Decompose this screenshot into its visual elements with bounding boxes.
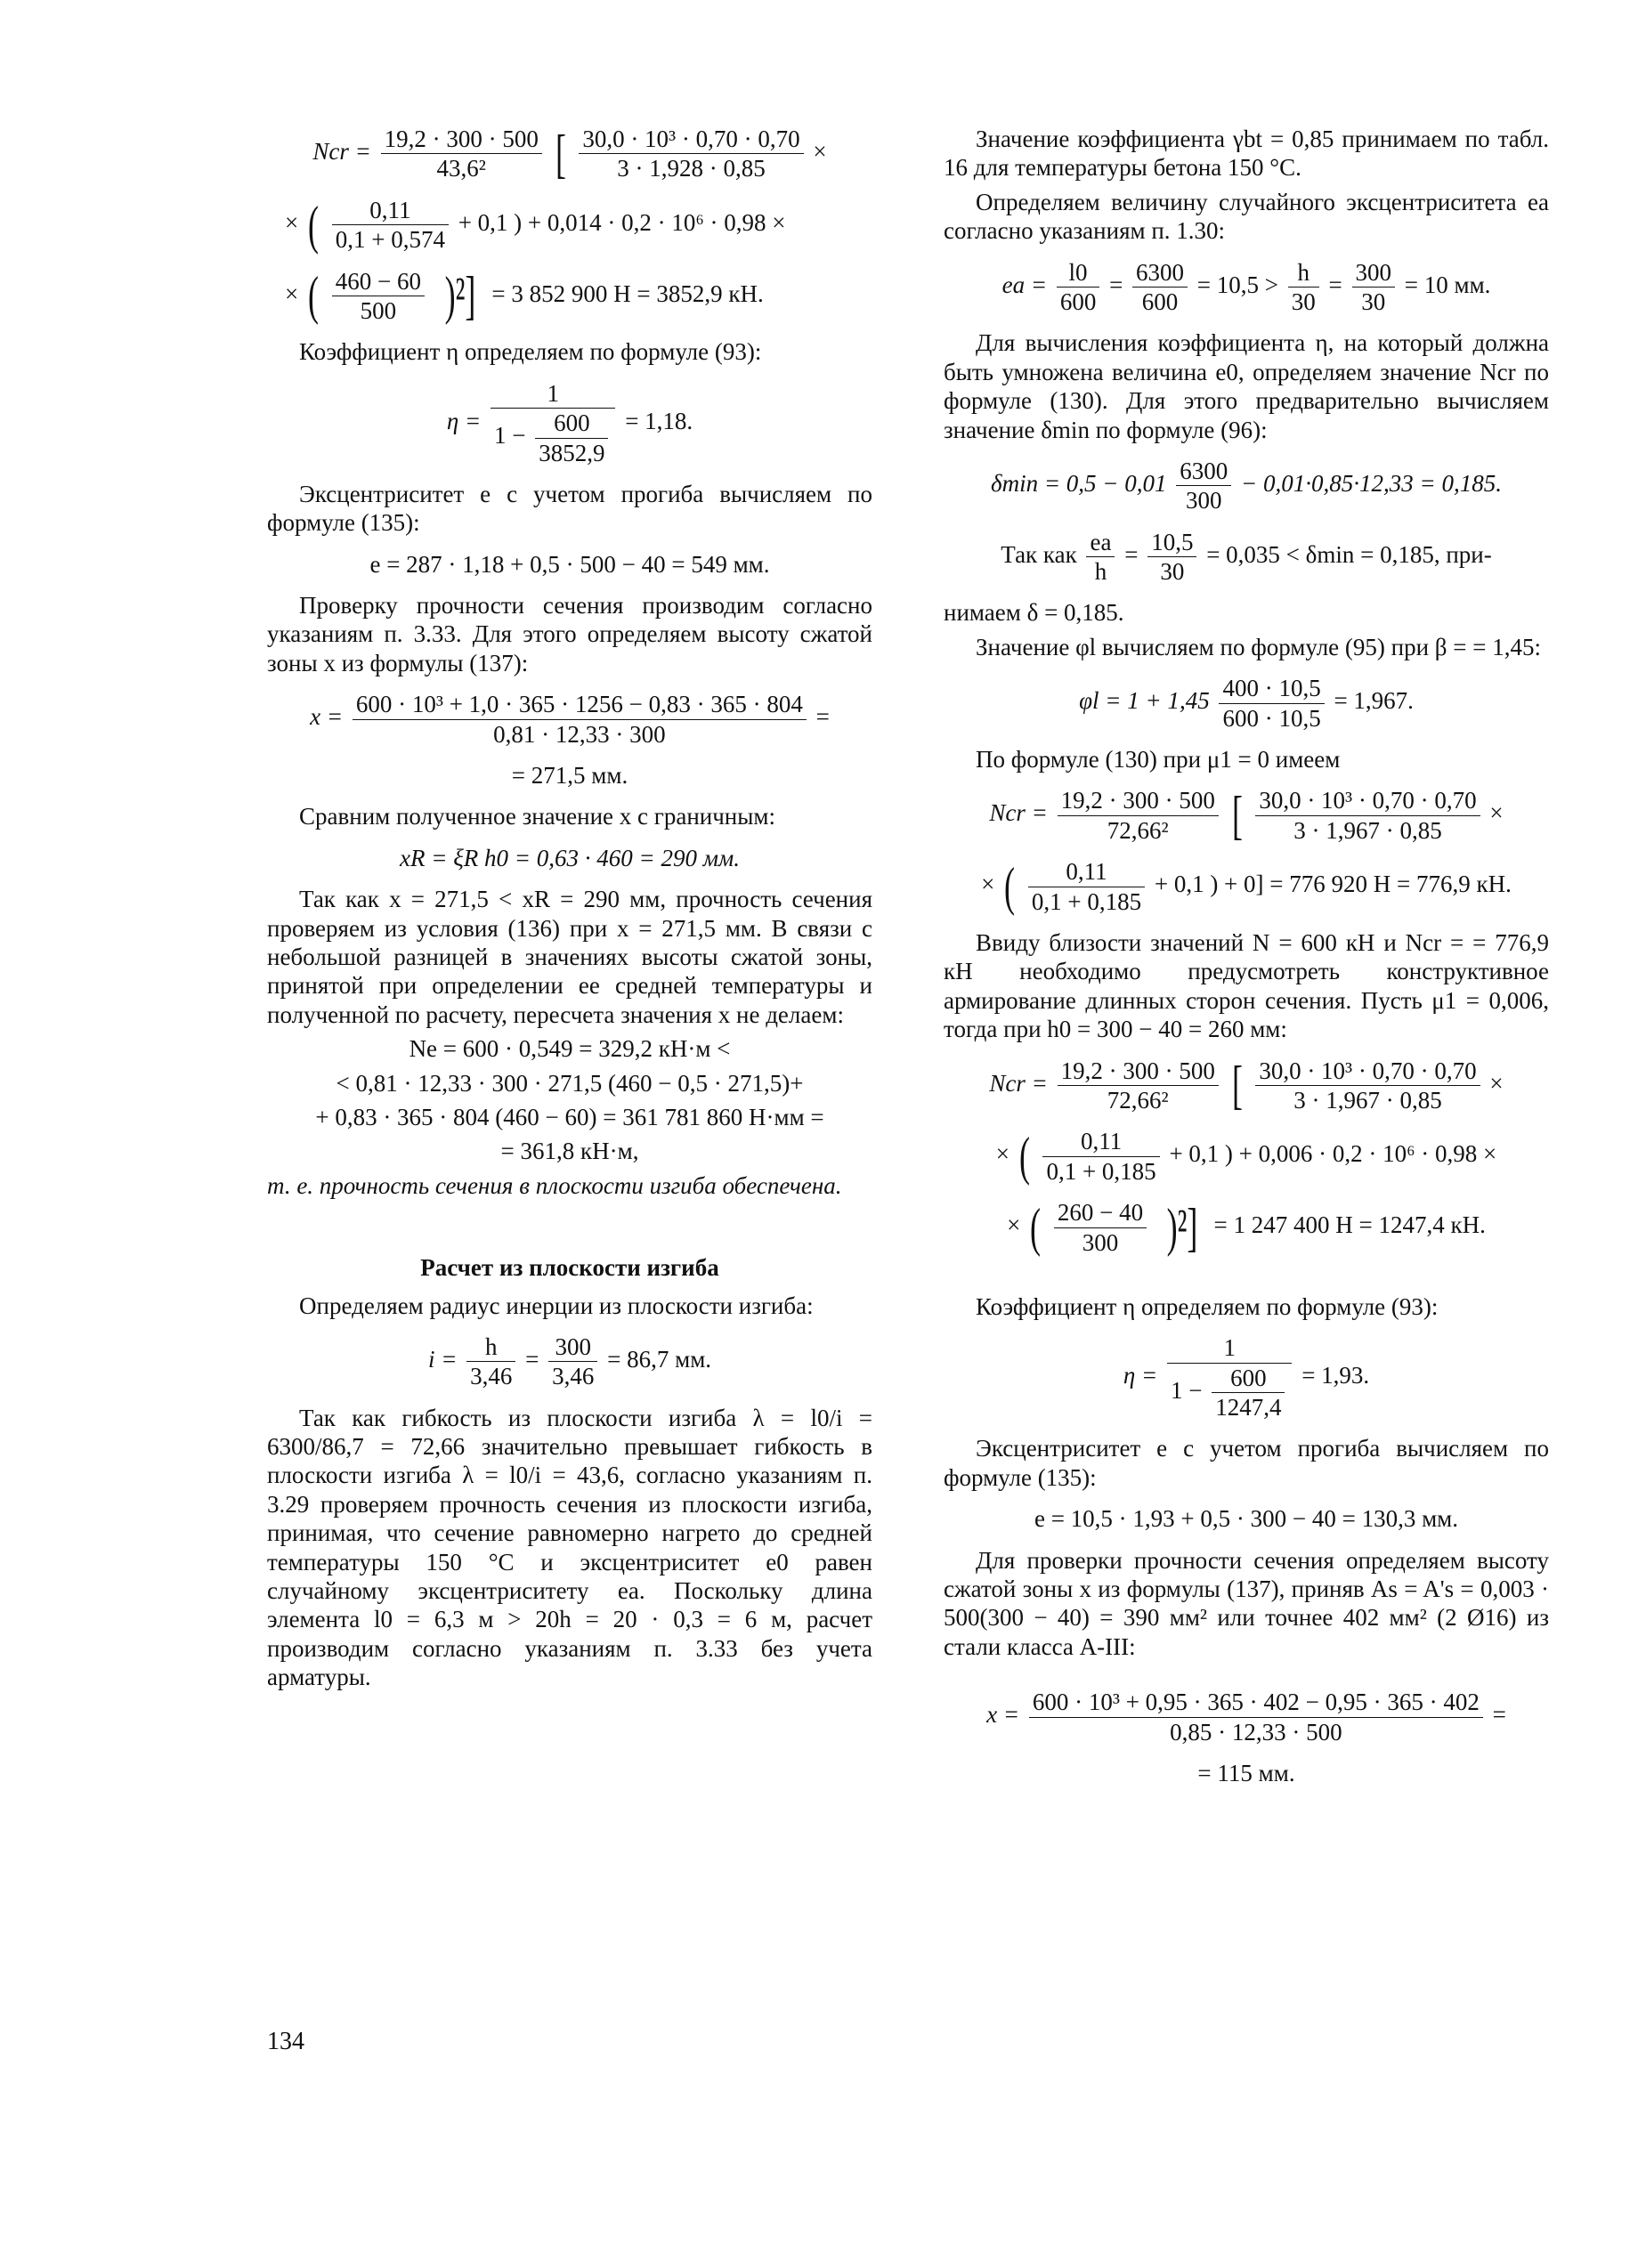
paragraph-phi: Значение φl вычисляем по формуле (95) при β = = 1,45:: [976, 633, 1541, 660]
paragraph-check: Проверку прочности сечения производим согласно указаниям п. 3.33. Для этого определяем высоту сжатой зоны x из формулы (137):: [267, 592, 872, 676]
left-column: [267, 125, 872, 1697]
fraction-denominator: 300: [1186, 487, 1222, 514]
fraction-denominator: 0,1 + 0,574: [335, 226, 445, 254]
equation-rest: + 0,1 ) + 0,014 · 0,2 · 10⁶ · 0,98 ×: [458, 208, 786, 236]
fraction: [332, 267, 425, 326]
fraction-denominator: 3 · 1,967 · 0,85: [1293, 1086, 1442, 1114]
equation-rhs: = 1,967.: [1334, 687, 1414, 715]
bracket: (: [1004, 857, 1016, 917]
fraction: [332, 196, 449, 255]
fraction-numerator: 600: [1212, 1364, 1285, 1393]
paragraph-since: Так как x = 271,5 < xR = 290 мм, прочность сечения проверяем из условия (136) при x = 271,5 мм. В связи с небольшой разницей в значениях высоты сжатой зоны, принятой при определении ее средней температуры и полученной по расчету, пересчета значения x не делаем:: [267, 886, 872, 1028]
paragraph-eccentricity: Эксцентриситет e с учетом прогиба вычисляем по формуле (135):: [267, 480, 872, 537]
fraction: [1255, 786, 1480, 845]
equation-ne-1: Ne = 600 · 0,549 = 329,2 кН·м <: [409, 1035, 731, 1063]
paragraph-eta-intro: Для вычисления коэффициента η, на который должна быть умножена величина e0, определяем значение Ncr по формуле (130). Для этого предварительно вычисляем значение δmin по формуле (96):: [944, 329, 1549, 443]
fraction-numerator: 30,0 · 10³ · 0,70 · 0,70: [1255, 1057, 1480, 1086]
equation-phi: [944, 674, 1549, 733]
equation-lhs: Ncr =: [312, 138, 371, 166]
fraction: [1212, 1364, 1285, 1422]
equation-e-2: e = 10,5 · 1,93 + 0,5 · 300 − 40 = 130,3 мм.: [1034, 1505, 1459, 1533]
equation-tail: ×: [1489, 1069, 1504, 1097]
fraction-denominator: 0,85 · 12,33 · 500: [1170, 1718, 1342, 1746]
fraction-numerator: 6300: [1176, 457, 1231, 486]
fraction-denominator: 3,46: [470, 1363, 513, 1390]
fraction-numerator: 19,2 · 300 · 500: [1058, 1057, 1219, 1086]
paragraph-close-values: Ввиду близости значений N = 600 кН и Ncr = = 776,9 кН необходимо предусмотреть конструктивное армирование длинных сторон сечения. Пусть μ1 = 0,006, тогда при h0 = 300 − 40 = 260 мм:: [944, 928, 1549, 1043]
fraction: [1054, 1198, 1147, 1257]
paragraph-radius: Определяем радиус инерции из плоскости изгиба:: [299, 1292, 814, 1319]
fraction-numerator: 600 · 10³ + 1,0 · 365 · 1256 − 0,83 · 365 · 804: [353, 690, 807, 719]
bracket: (: [307, 195, 319, 255]
equation-ncr-3-line2: × ( $\frac{0,11}{0,1 + 0,185}$ + 0,1 ) + 0,006 · 0,2 · 10⁶ · 0,98 ×: [995, 1127, 1497, 1187]
fraction-denominator: 3852,9: [539, 439, 605, 466]
fraction-numerator: 460 − 60: [332, 267, 425, 296]
fraction-numerator: 600 · 10³ + 0,95 · 365 · 402 − 0,95 · 365 · 402: [1029, 1688, 1483, 1717]
equation-ne-3: + 0,83 · 365 · 804 (460 − 60) = 361 781 860 Н·мм =: [315, 1103, 824, 1130]
equation-lhs: i =: [427, 1345, 458, 1373]
equation-x: [267, 690, 872, 749]
bracket: )²]: [444, 266, 476, 326]
fraction-denominator: 72,66²: [1107, 816, 1169, 844]
fraction-numerator: 0,11: [1028, 857, 1145, 887]
equation-rhs: = 86,7 мм.: [607, 1345, 712, 1373]
right-column: [944, 125, 1549, 1800]
equation-rest: = 3 852 900 Н = 3852,9 кН.: [491, 279, 764, 307]
equation-ne-4: = 361,8 кН·м,: [500, 1138, 639, 1165]
fraction: [381, 125, 542, 183]
equation-lhs: η =: [1123, 1362, 1158, 1389]
fraction: [491, 379, 615, 467]
equation-rest: + 0,1 ) + 0] = 776 920 Н = 776,9 кН.: [1154, 871, 1512, 898]
fraction-numerator: 1: [1167, 1333, 1292, 1363]
fraction-denominator: 30: [1291, 288, 1316, 315]
fraction-numerator: h: [466, 1332, 515, 1362]
equation-x-2: [944, 1688, 1549, 1746]
denominator-part: 1 −: [1170, 1376, 1203, 1404]
fraction: [1057, 258, 1100, 317]
equation-rhs: − 0,01·0,85·12,33 = 0,185.: [1241, 470, 1502, 497]
fraction-denominator: h: [1094, 558, 1107, 586]
equation-rhs: = 10 мм.: [1404, 271, 1491, 298]
fraction: [1058, 786, 1219, 845]
fraction-denominator: 1247,4: [1215, 1394, 1282, 1422]
fraction-numerator: 6300: [1132, 258, 1188, 288]
fraction-numerator: 30,0 · 10³ · 0,70 · 0,70: [1255, 786, 1480, 815]
fraction-numerator: 300: [548, 1332, 597, 1362]
bracket: (: [307, 266, 319, 326]
equation-x-2-result: = 115 мм.: [1197, 1759, 1295, 1786]
equation-since: Так как $\frac{ea}{h}$ = $\frac{10,5}{30}$ = 0,035 < δmin = 0,185, при-: [1001, 528, 1492, 586]
fraction: [1352, 258, 1396, 317]
bracket: [: [1231, 786, 1243, 846]
paragraph-ok: т. е. прочность сечения в плоскости изгиба обеспечена.: [267, 1171, 842, 1199]
equation-lhs: η =: [446, 407, 482, 434]
equation-lhs: Ncr =: [989, 1069, 1048, 1097]
equation-lhs: Ncr =: [989, 799, 1048, 827]
equation-ncr-3-line3: × ( $\frac{260 - 40}{300}$ )²] = 1 247 400 Н = 1247,4 кН.: [1007, 1198, 1486, 1257]
paragraph-mu0: По формуле (130) при μ1 = 0 имеем: [976, 746, 1341, 774]
equation-ea: ea = $\frac{l0}{600}$ = $\frac{6300}{600}$ = 10,5 > $\frac{h}{30}$ = $\frac{300}{30}$ = 10 мм.: [1001, 258, 1491, 315]
fraction: [1029, 1688, 1483, 1746]
bracket: (: [1030, 1198, 1042, 1257]
paragraph-compare: Сравним полученное значение x с граничным:: [299, 803, 775, 830]
fraction: [353, 690, 807, 749]
fraction-denominator: 600: [1059, 288, 1097, 315]
fraction: [579, 125, 803, 183]
equation-i: i = $\frac{h}{3,46}$ = $\frac{300}{3,46}$ = 86,7 мм.: [427, 1332, 712, 1390]
fraction-denominator: 600: [1141, 288, 1179, 315]
fraction-denominator: 0,81 · 12,33 · 300: [493, 720, 666, 748]
fraction-numerator: 260 − 40: [1054, 1198, 1147, 1227]
equation-rest: = 1 247 400 Н = 1247,4 кН.: [1213, 1211, 1486, 1239]
fraction: [1219, 674, 1324, 733]
fraction: [548, 1332, 597, 1391]
fraction: [1255, 1057, 1480, 1115]
fraction-numerator: 30,0 · 10³ · 0,70 · 0,70: [579, 125, 803, 154]
equation-lhs: x =: [986, 1701, 1020, 1729]
fraction-numerator: 19,2 · 300 · 500: [381, 125, 542, 154]
equation-eta-2: [944, 1333, 1549, 1422]
fraction: [1058, 1057, 1219, 1115]
equation-lhs: ea =: [1001, 271, 1048, 298]
fraction-denominator: 3 · 1,967 · 0,85: [1293, 816, 1442, 844]
equation-eta: [267, 379, 872, 467]
paragraph-ea: Определяем величину случайного эксцентриситета ea согласно указаниям п. 1.30:: [944, 188, 1549, 245]
equation-ncr-2: [944, 786, 1549, 845]
fraction: [1288, 258, 1319, 317]
bracket: [: [1231, 1056, 1243, 1115]
equation-x-result: = 271,5 мм.: [511, 762, 628, 790]
fraction-numerator: 19,2 · 300 · 500: [1058, 786, 1219, 815]
section-heading: Расчет из плоскости изгиба: [420, 1254, 719, 1282]
equation-tail: ×: [1489, 799, 1504, 827]
fraction-numerator: 0,11: [332, 196, 449, 225]
fraction: [1147, 528, 1196, 587]
fraction: [535, 409, 608, 467]
equation-tail: ×: [813, 138, 827, 166]
equation-mid: = 10,5 >: [1196, 271, 1279, 298]
paragraph-eta-2: Коэффициент η определяем по формуле (93):: [976, 1292, 1439, 1320]
fraction: [1086, 528, 1115, 587]
fraction-denominator: 500: [360, 296, 397, 324]
paragraph-eccentricity-2: Эксцентриситет e с учетом прогиба вычисляем по формуле (135):: [944, 1435, 1549, 1491]
equation-ncr-1: [267, 125, 872, 183]
fraction-denominator: 72,66²: [1107, 1086, 1169, 1114]
equation-ne-2: < 0,81 · 12,33 · 300 · 271,5 (460 − 0,5 · 271,5)+: [336, 1069, 804, 1097]
equation-ncr-1-line3: × ( $\frac{460 - 60}{500}$ )²] = 3 852 900 Н = 3852,9 кН.: [285, 266, 764, 326]
paragraph-eta: Коэффициент η определяем по формуле (93):: [299, 338, 762, 366]
fraction-numerator: 0,11: [1042, 1127, 1159, 1156]
fraction: [1028, 857, 1145, 916]
fraction-denominator: 3,46: [552, 1363, 595, 1390]
equation-delta: [944, 457, 1549, 515]
bracket: )²]: [1166, 1198, 1198, 1257]
equation-e: e = 287 · 1,18 + 0,5 · 500 − 40 = 549 мм.: [369, 550, 770, 578]
fraction-denominator: 0,1 + 0,185: [1046, 1157, 1156, 1185]
fraction-numerator: 600: [535, 409, 608, 438]
fraction-numerator: 300: [1352, 258, 1396, 288]
fraction: [1167, 1333, 1292, 1422]
equation-lhs: φl = 1 + 1,45: [1079, 687, 1210, 715]
equation-rhs: = 1,93.: [1301, 1362, 1370, 1389]
fraction-denominator: 300: [1082, 1228, 1119, 1256]
fraction-denominator: 30: [1160, 558, 1185, 586]
fraction-numerator: 1: [491, 379, 615, 409]
fraction-numerator: l0: [1057, 258, 1100, 288]
paragraph-check-2: Для проверки прочности сечения определяем высоту сжатой зоны x из формулы (137), приняв As = A's = 0,003 · 500(300 − 40) = 390 мм² или точнее 402 мм² (2 Ø16) из стали класса А-III:: [944, 1546, 1549, 1660]
denominator-part: 1 −: [493, 422, 526, 450]
equation-lhs: Так как: [1001, 540, 1077, 568]
fraction: [1132, 258, 1188, 317]
paragraph-flexibility: Так как гибкость из плоскости изгиба λ = l0/i = 6300/86,7 = 72,66 значительно превышает гибкость в плоскости изгиба λ = l0/i = 43,6, согласно указаниям п. 3.29 проверяем прочность сечения из плоскости изгиба, принимая, что сечение равномерно нагрето до средней температуры 150 °С и эксцентриситет e0 равен случайному эксцентриситету ea. Поскольку длина элемента l0 = 6,3 м > 20h = 20 · 0,3 = 6 м, расчет производим согласно указаниям п. 3.33 без учета арматуры.: [267, 1404, 872, 1691]
equation-lhs: δmin = 0,5 − 0,01: [991, 470, 1167, 497]
equation-rhs: =: [815, 703, 830, 731]
fraction-denominator: 3 · 1,928 · 0,85: [617, 155, 766, 182]
equation-ncr-3: [944, 1057, 1549, 1115]
equation-rhs: = 1,18.: [625, 407, 693, 434]
fraction-numerator: 400 · 10,5: [1219, 674, 1324, 703]
paragraph-delta: нимаем δ = 0,185.: [944, 599, 1124, 627]
equation-ncr-2-line2: × ( $\frac{0,11}{0,1 + 0,185}$ + 0,1 ) + 0] = 776 920 Н = 776,9 кН.: [981, 857, 1512, 917]
fraction-denominator: [491, 409, 615, 467]
fraction-denominator: 43,6²: [436, 155, 486, 182]
fraction-numerator: h: [1288, 258, 1319, 288]
equation-rhs: =: [1492, 1701, 1506, 1729]
equation-lhs: x =: [310, 703, 344, 731]
fraction-denominator: 30: [1361, 288, 1386, 315]
bracket: [: [555, 124, 566, 183]
fraction-denominator: 0,1 + 0,185: [1031, 887, 1142, 915]
equation-ncr-1-line2: × ( $\frac{0,11}{0,1 + 0,574}$ + 0,1 ) + 0,014 · 0,2 · 10⁶ · 0,98 ×: [285, 195, 786, 255]
equation-xr: xR = ξR h0 = 0,63 · 460 = 290 мм.: [400, 844, 740, 871]
bracket: (: [1018, 1127, 1030, 1187]
fraction: [1176, 457, 1231, 515]
fraction-numerator: 10,5: [1147, 528, 1196, 557]
page-number: 134: [267, 2028, 304, 2055]
fraction: [466, 1332, 515, 1391]
fraction-denominator: 600 · 10,5: [1222, 704, 1321, 732]
fraction-numerator: ea: [1086, 528, 1115, 557]
fraction: [1042, 1127, 1159, 1186]
equation-rest: + 0,1 ) + 0,006 · 0,2 · 10⁶ · 0,98 ×: [1169, 1140, 1497, 1168]
equation-rhs: = 0,035 < δmin = 0,185, при-: [1206, 540, 1492, 568]
paragraph-gamma: Значение коэффициента γbt = 0,85 принимаем по табл. 16 для температуры бетона 150 °С.: [944, 126, 1549, 182]
fraction-denominator: [1167, 1364, 1292, 1422]
